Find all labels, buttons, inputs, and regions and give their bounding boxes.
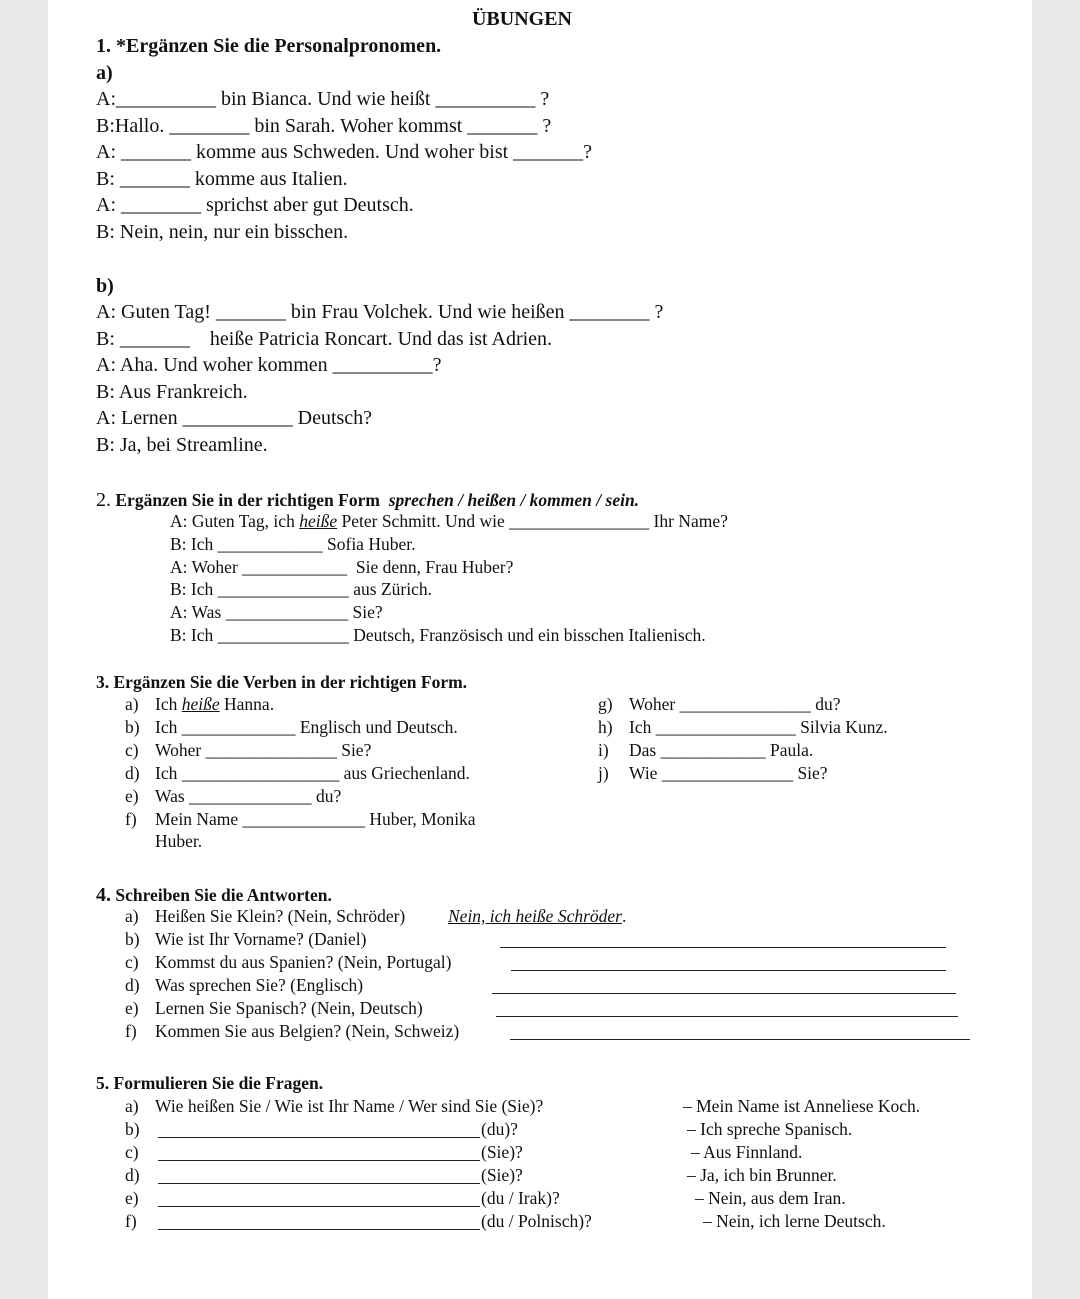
- exercise-4-heading: [96, 885, 332, 905]
- exercise-number: 2.: [96, 489, 111, 511]
- given-answer: – Nein, ich lerne Deutsch.: [703, 1210, 886, 1231]
- question-hint: (Sie)?: [481, 1141, 523, 1162]
- item-label: b): [125, 716, 140, 737]
- exercise-number: 4.: [96, 884, 111, 906]
- item-label: f): [125, 808, 137, 829]
- item-label: d): [125, 974, 140, 995]
- question-blank[interactable]: [158, 1228, 480, 1230]
- dialogue-line: B: _______ komme aus Italien.: [96, 167, 348, 190]
- exercise-1b-label: b): [96, 275, 114, 297]
- item-label: f): [125, 1210, 137, 1231]
- line-text: Peter Schmitt. Und wie ________________ Ihr Name?: [337, 511, 728, 531]
- line-text: B: Ich ____________ Sofia Huber.: [170, 533, 416, 554]
- question-hint: (du)?: [481, 1118, 518, 1139]
- question-text: Wie ist Ihr Vorname? (Daniel): [155, 928, 367, 949]
- dialogue-line: A: Guten Tag! _______ bin Frau Volchek. Und wie heißen ________ ?: [96, 301, 664, 323]
- dialogue-line: B: Ja, bei Streamline.: [96, 434, 268, 456]
- line-text: A: Was ______________ Sie?: [170, 602, 383, 623]
- question-text: Wie heißen Sie / Wie ist Ihr Name / Wer sind Sie (Sie)?: [155, 1096, 544, 1116]
- exercise-5-heading: 5. Formulieren Sie die Fragen.: [96, 1073, 324, 1093]
- question-hint: (Sie)?: [481, 1164, 523, 1185]
- item-label: c): [125, 739, 139, 760]
- example-answer: heiße: [181, 694, 220, 714]
- exercise-item: [155, 739, 372, 760]
- verb-list: sprechen / heißen / kommen / sein.: [388, 490, 640, 510]
- exercise-item: [155, 716, 458, 737]
- exercise-item: [155, 785, 342, 806]
- answer-blank[interactable]: [511, 969, 946, 971]
- item-label: h): [598, 716, 613, 737]
- item-label: b): [125, 928, 140, 949]
- item-label: e): [125, 785, 139, 806]
- item-label: e): [125, 1187, 139, 1208]
- exercise-2-heading: [96, 490, 639, 510]
- dialogue-line: [170, 604, 383, 622]
- dialogue-line: [170, 533, 416, 554]
- dialogue-line: A: Aha. Und woher kommen __________?: [96, 354, 442, 377]
- dialogue-line: B:Hallo. ________ bin Sarah. Woher kommst _______ ?: [96, 114, 552, 137]
- exercise-item: [155, 762, 470, 783]
- example-answer: heiße: [299, 511, 338, 531]
- question-text: Heißen Sie Klein? (Nein, Schröder): [155, 906, 406, 926]
- exercise-item: Wie _______________ Sie?: [629, 762, 828, 783]
- question-blank[interactable]: [158, 1182, 480, 1184]
- dialogue-line: A: ________ sprichst aber gut Deutsch.: [96, 194, 414, 217]
- line-text: Was ______________ du?: [155, 785, 342, 806]
- exercise-item-continuation: Huber.: [155, 831, 203, 851]
- question-text: Kommen Sie aus Belgien? (Nein, Schweiz): [155, 1020, 460, 1041]
- exercise-item: Woher _______________ du?: [629, 694, 841, 714]
- given-answer: – Ja, ich bin Brunner.: [687, 1164, 837, 1185]
- dialogue-line: [170, 581, 432, 599]
- answer-blank[interactable]: [496, 1015, 958, 1017]
- line-text: Ich _____________ Englisch und Deutsch.: [155, 716, 458, 737]
- answer-blank[interactable]: [492, 992, 956, 994]
- given-answer: – Ich spreche Spanisch.: [687, 1118, 853, 1139]
- dialogue-line: B: Nein, nein, nur ein bisschen.: [96, 221, 349, 243]
- question-blank[interactable]: [158, 1136, 480, 1138]
- line-text: Hanna.: [219, 694, 275, 714]
- dialogue-line: A:__________ bin Bianca. Und wie heißt __________ ?: [96, 88, 550, 110]
- item-label: i): [598, 739, 609, 760]
- dialogue-line: [170, 513, 728, 531]
- exercise-item: [155, 808, 476, 829]
- dialogue-line: [170, 556, 514, 577]
- line-text: Woher _______________ Sie?: [155, 739, 372, 760]
- item-label: a): [125, 1096, 139, 1116]
- page-title: ÜBUNGEN: [471, 8, 572, 30]
- line-text: Mein Name ______________ Huber, Monika: [155, 808, 476, 829]
- exercise-item: Das ____________ Paula.: [629, 739, 814, 760]
- answer-text: Nein, ich heiße Schröder: [448, 906, 622, 926]
- item-label: g): [598, 694, 613, 714]
- given-answer: – Nein, aus dem Iran.: [695, 1187, 846, 1208]
- heading-text: Ergänzen Sie in der richtigen Form: [111, 490, 389, 510]
- question-text: Was sprechen Sie? (Englisch): [155, 974, 364, 995]
- exercise-1a-label: a): [96, 62, 113, 84]
- question-hint: (du / Polnisch)?: [481, 1210, 592, 1231]
- exercise-item: [155, 696, 274, 714]
- item-label: f): [125, 1020, 137, 1041]
- question-blank[interactable]: [158, 1205, 480, 1207]
- answer-blank[interactable]: [500, 946, 946, 948]
- dialogue-line: B: Aus Frankreich.: [96, 380, 248, 403]
- item-label: c): [125, 951, 139, 972]
- line-text: B: Ich _______________ Deutsch, Französisch und ein bisschen Italienisch.: [170, 625, 706, 645]
- question-text: Lernen Sie Spanisch? (Nein, Deutsch): [155, 997, 423, 1018]
- item-label: a): [125, 906, 139, 926]
- line-text: B: Ich _______________ aus Zürich.: [170, 579, 432, 600]
- item-label: c): [125, 1141, 139, 1162]
- dialogue-line: B: _______ heiße Patricia Roncart. Und das ist Adrien.: [96, 327, 553, 350]
- item-label: j): [598, 762, 609, 783]
- heading-text: Schreiben Sie die Antworten.: [111, 885, 332, 905]
- given-answer: – Aus Finnland.: [691, 1141, 803, 1162]
- item-label: e): [125, 997, 139, 1018]
- line-text: Ich __________________ aus Griechenland.: [155, 762, 470, 783]
- dialogue-line: A: _______ komme aus Schweden. Und woher bist _______?: [96, 141, 593, 164]
- given-answer: – Mein Name ist Anneliese Koch.: [683, 1096, 921, 1116]
- exercise-3-heading: 3. Ergänzen Sie die Verben in der richtigen Form.: [96, 672, 468, 692]
- dialogue-line: A: Lernen ___________ Deutsch?: [96, 407, 373, 430]
- line-text: Ich: [155, 694, 182, 714]
- answer-blank[interactable]: [510, 1038, 970, 1040]
- dialogue-line: [170, 627, 706, 645]
- question-blank[interactable]: [158, 1159, 480, 1161]
- line-text: A: Woher ____________ Sie denn, Frau Huber?: [170, 556, 514, 577]
- example-answer: Nein, ich heiße Schröder.: [448, 906, 627, 926]
- item-label: a): [125, 694, 139, 714]
- exercise-1-heading: 1. *Ergänzen Sie die Personalpronomen.: [96, 35, 442, 57]
- line-text: A: Guten Tag, ich: [170, 511, 300, 531]
- question-hint: (du / Irak)?: [481, 1187, 560, 1208]
- worksheet-page: [48, 0, 1032, 1299]
- item-label: d): [125, 1164, 140, 1185]
- item-label: d): [125, 762, 140, 783]
- exercise-item: Ich ________________ Silvia Kunz.: [629, 716, 888, 737]
- item-label: b): [125, 1118, 140, 1139]
- question-text: Kommst du aus Spanien? (Nein, Portugal): [155, 951, 452, 972]
